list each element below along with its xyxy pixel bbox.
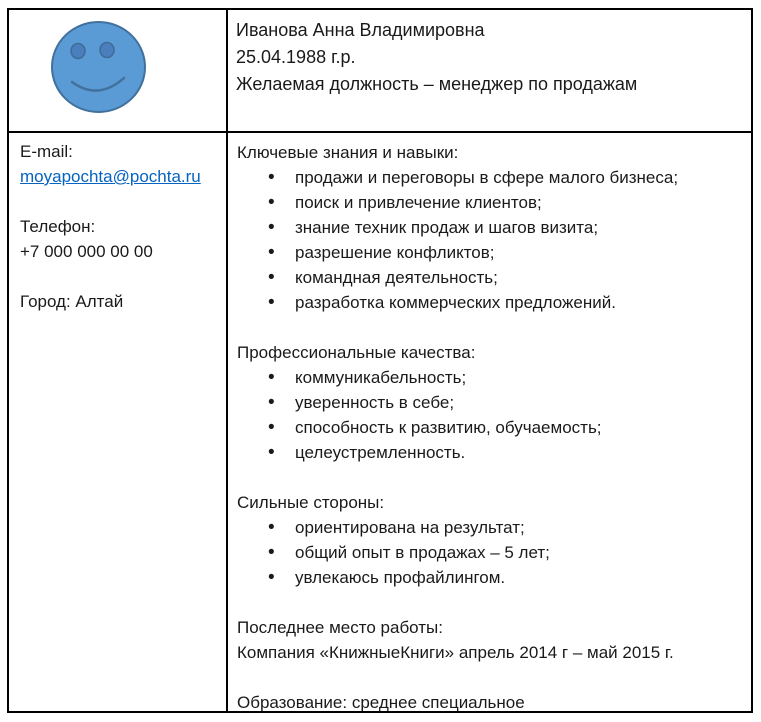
education-line: Образование: среднее специальное (237, 693, 525, 711)
details-cell (228, 133, 751, 711)
work-title: Последнее место работы: (237, 618, 443, 637)
list-item: • разработка коммерческих предложений. (237, 290, 741, 315)
list-item: • способность к развитию, обучаемость; (237, 415, 741, 440)
phone-value: +7 000 000 00 00 (20, 242, 153, 261)
desired-position: Желаемая должность – менеджер по продажам (236, 74, 638, 94)
email-link[interactable]: moyapochta@pochta.ru (20, 167, 201, 186)
list-item: • увлекаюсь профайлингом. (237, 565, 741, 590)
photo-cell (9, 10, 228, 131)
section-title-qualities: Профессиональные качества: (237, 343, 476, 362)
list-item: • общий опыт в продажах – 5 лет; (237, 540, 741, 565)
phone-label: Телефон: (20, 217, 96, 236)
work-entry: Компания «КнижныеКниги» апрель 2014 г – май 2015 г. (237, 643, 674, 662)
person-name: Иванова Анна Владимировна (236, 20, 485, 40)
list-item: • разрешение конфликтов; (237, 240, 741, 265)
body-row (9, 133, 751, 711)
city-value: Город: Алтай (20, 292, 124, 311)
list-item: • целеустремленность. (237, 440, 741, 465)
email-label: E-mail: (20, 142, 73, 161)
strengths-list (237, 515, 741, 590)
list-item: • командная деятельность; (237, 265, 741, 290)
section-title-strengths: Сильные стороны: (237, 493, 385, 512)
list-item: • продажи и переговоры в сфере малого бизнеса; (237, 165, 741, 190)
list-item: • поиск и привлечение клиентов; (237, 190, 741, 215)
section-title-skills: Ключевые знания и навыки: (237, 143, 459, 162)
header-cell (228, 10, 751, 131)
header-row (9, 10, 751, 133)
contact-cell (9, 133, 228, 711)
list-item: • уверенность в себе; (237, 390, 741, 415)
list-item: • коммуникабельность; (237, 365, 741, 390)
smiley-avatar-image (50, 20, 147, 114)
skills-list (237, 165, 741, 315)
person-birth-date: 25.04.1988 г.р. (236, 47, 356, 67)
resume-table (7, 8, 753, 713)
list-item: • ориентирована на результат; (237, 515, 741, 540)
list-item: • знание техник продаж и шагов визита; (237, 215, 741, 240)
qualities-list (237, 365, 741, 465)
